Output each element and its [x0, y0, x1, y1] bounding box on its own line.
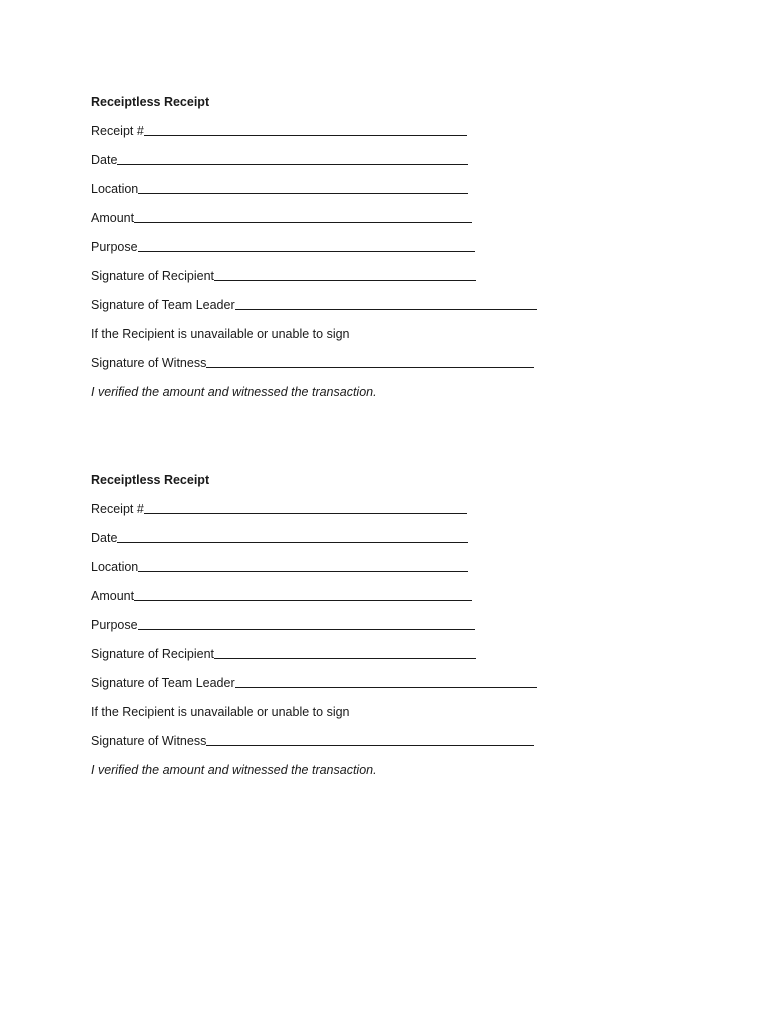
date-field	[91, 151, 691, 180]
date-blank	[117, 151, 468, 165]
witness-signature-field	[91, 354, 691, 383]
amount-field	[91, 587, 691, 616]
receipt-title: Receiptless Receipt	[91, 473, 210, 487]
location-field	[91, 180, 691, 209]
purpose-label: Purpose	[91, 618, 138, 632]
recipient-signature-label: Signature of Recipient	[91, 647, 214, 661]
date-label: Date	[91, 531, 118, 545]
recipient-signature-field	[91, 267, 691, 296]
witness-signature-blank	[206, 732, 534, 746]
recipient-signature-label: Signature of Recipient	[91, 269, 214, 283]
receipt-number-field	[91, 122, 691, 151]
receipt-form-1	[91, 93, 691, 412]
team-leader-signature-blank	[235, 296, 537, 310]
receipt-number-blank	[144, 122, 467, 136]
purpose-field	[91, 616, 691, 645]
location-field	[91, 558, 691, 587]
witness-signature-blank	[206, 354, 534, 368]
location-label: Location	[91, 560, 139, 574]
receipt-title: Receiptless Receipt	[91, 95, 210, 109]
recipient-signature-field	[91, 645, 691, 674]
amount-field	[91, 209, 691, 238]
receipt-form-2	[91, 471, 691, 790]
team-leader-signature-label: Signature of Team Leader	[91, 298, 235, 312]
recipient-signature-blank	[214, 267, 476, 281]
amount-blank	[134, 587, 472, 601]
receipt-number-field	[91, 500, 691, 529]
location-blank	[138, 558, 468, 572]
purpose-field	[91, 238, 691, 267]
purpose-blank	[138, 616, 475, 630]
amount-label: Amount	[91, 211, 135, 225]
purpose-label: Purpose	[91, 240, 138, 254]
team-leader-signature-field	[91, 674, 691, 703]
verification-note: I verified the amount and witnessed the transaction.	[91, 763, 377, 777]
verification-note: I verified the amount and witnessed the transaction.	[91, 385, 377, 399]
receipt-number-label: Receipt #	[91, 124, 144, 138]
amount-label: Amount	[91, 589, 135, 603]
team-leader-signature-label: Signature of Team Leader	[91, 676, 235, 690]
recipient-signature-blank	[214, 645, 476, 659]
amount-blank	[134, 209, 472, 223]
receipt-number-label: Receipt #	[91, 502, 144, 516]
witness-signature-field	[91, 732, 691, 761]
date-label: Date	[91, 153, 118, 167]
team-leader-signature-field	[91, 296, 691, 325]
witness-signature-label: Signature of Witness	[91, 356, 207, 370]
location-label: Location	[91, 182, 139, 196]
unavailable-instruction: If the Recipient is unavailable or unable to sign	[91, 327, 350, 341]
unavailable-instruction: If the Recipient is unavailable or unable to sign	[91, 705, 350, 719]
witness-signature-label: Signature of Witness	[91, 734, 207, 748]
date-field	[91, 529, 691, 558]
team-leader-signature-blank	[235, 674, 537, 688]
location-blank	[138, 180, 468, 194]
date-blank	[117, 529, 468, 543]
receipt-number-blank	[144, 500, 467, 514]
purpose-blank	[138, 238, 475, 252]
